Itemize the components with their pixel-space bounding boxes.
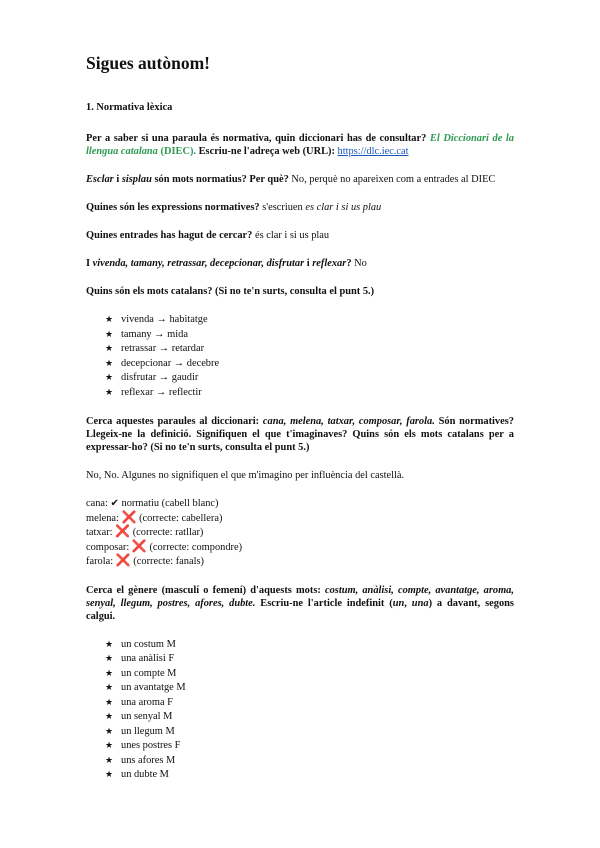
answer-text: és clar i si us plau	[254, 230, 330, 241]
list-item: ★ una aroma F	[105, 696, 514, 711]
check-row: tatxar: ❌ (correcte: ratllar)	[86, 524, 204, 538]
star-icon: ★	[105, 755, 114, 766]
question-gender: Cerca el gènere (masculí o femení) d'aquests mots: costum, anàlisi, compte, avantatge, aroma, senyal, llegum, postres, afores, dubte. Escriu-ne l'article indefinit (un, una) a davant, segons calgui.	[86, 584, 514, 622]
star-icon: ★	[105, 668, 114, 679]
question-expressions	[86, 201, 514, 214]
section-heading: 1. Normativa lèxica	[86, 102, 173, 113]
check-row: composar: ❌ (correcte: compondre)	[86, 538, 243, 553]
list-item: ★ uns afores M	[105, 754, 514, 769]
checkmark-icon: ✔	[110, 498, 119, 509]
answer-italic: es clar i si us plau	[305, 202, 382, 213]
star-icon: ★	[105, 683, 114, 693]
catalan-words-list	[86, 313, 514, 400]
cross-icon: ❌	[115, 553, 131, 567]
question-entries	[86, 229, 514, 242]
answer-text: No, perquè no apareixen com a entrades al DIEC	[291, 174, 496, 185]
list-item: ★ retrassar → retardar	[105, 342, 514, 357]
term-list: costum, anàlisi, compte, avantatge, aroma, senyal, llegum, postres, afores, dubte.	[86, 584, 514, 609]
star-icon: ★	[105, 697, 114, 708]
question-esclar: Esclar i sisplau són mots normatius? Per què? No, perquè no apareixen com a entrades al DIEC	[86, 174, 496, 185]
list-item: ★ un dubte M	[105, 768, 514, 783]
cross-icon: ❌	[121, 509, 137, 524]
answer-text: No	[354, 258, 367, 269]
list-item: ★ disfrutar → gaudir	[105, 371, 514, 386]
question-dictionary	[86, 132, 514, 158]
star-icon: ★	[105, 373, 114, 383]
term-list: vivenda, tamany, retrassar, decepcionar, disfrutar	[92, 258, 305, 269]
question-text: Cerca el gènere (masculí o femení) d'aquests mots:	[86, 584, 321, 596]
page-title: Sigues autònom!	[86, 53, 210, 73]
check-row: melena: ❌ (correcte: cabellera)	[86, 509, 223, 524]
star-icon: ★	[105, 315, 114, 325]
star-icon: ★	[105, 726, 114, 737]
document-body	[86, 53, 514, 798]
list-item: ★ un compte M	[105, 667, 514, 682]
list-item: ★ un senyal M	[105, 710, 514, 725]
question-text: Quines són les expressions normatives?	[86, 202, 260, 213]
answer-text: s'escriuen	[262, 202, 303, 213]
list-item: ★ tamany → mida	[105, 328, 514, 343]
star-icon: ★	[105, 639, 114, 650]
star-icon: ★	[105, 329, 114, 340]
term-list: cana, melena, tatxar, composar, farola.	[262, 416, 435, 427]
word-check-list	[86, 497, 514, 569]
cross-icon: ❌	[131, 538, 147, 553]
list-item: ★ un costum M	[105, 638, 514, 653]
list-item: ★ decepcionar → decebre	[105, 357, 514, 372]
dictionary-name: El Diccionari de la llengua catalana (DIEC).	[86, 133, 514, 157]
list-item: ★ reflexar → reflectir	[105, 386, 514, 401]
star-icon: ★	[105, 741, 114, 751]
question-text: Per a saber si una paraula és normativa, quin diccionari has de consultar?	[86, 133, 427, 144]
star-icon: ★	[105, 387, 114, 398]
term-sisplau: sisplau	[121, 174, 152, 185]
term-reflexar: reflexar	[312, 258, 347, 269]
list-item: ★ una anàlisi F	[105, 652, 514, 667]
list-item: ★ un llegum M	[105, 725, 514, 740]
list-item: ★ un avantatge M	[105, 681, 514, 696]
question-catalan-words: Quins són els mots catalans? (Si no te'n surts, consulta el punt 5.)	[86, 286, 375, 297]
question-text: Quines entrades has hagut de cercar?	[86, 230, 253, 241]
question-text: Són normatives? Llegeix-ne la definició. Signifiquen el que t'imaginaves? Quins són els mots catalans per a expressar-ho? (Si no te'n surts, consulta el punt 5.)	[86, 416, 514, 453]
check-row: cana: ✔ normatiu (cabell blanc)	[86, 498, 219, 509]
star-icon: ★	[105, 712, 114, 722]
question-tail: Escriu-ne l'adreça web (URL):	[198, 146, 335, 157]
list-item: ★ unes postres F	[105, 739, 514, 754]
term-esclar: Esclar	[86, 174, 114, 185]
cross-icon: ❌	[115, 524, 131, 538]
answer-paragraph: No, No. Algunes no signifiquen el que m'imagino per influència del castellà.	[86, 470, 405, 481]
list-item: ★ vivenda → habitatge	[105, 313, 514, 328]
check-row: farola: ❌ (correcte: fanals)	[86, 553, 204, 567]
question-dictionary-words	[86, 415, 514, 454]
question-text: són mots normatius? Per què?	[154, 174, 289, 185]
question-vivenda: I vivenda, tamany, retrassar, decepcionar, disfrutar i reflexar? No	[86, 258, 367, 269]
question-text: Cerca aquestes paraules al diccionari:	[86, 416, 260, 427]
diec-url-link[interactable]: https://dlc.iec.cat	[337, 146, 409, 157]
star-icon: ★	[105, 344, 114, 354]
star-icon: ★	[105, 770, 114, 780]
star-icon: ★	[105, 654, 114, 664]
gender-list	[86, 638, 514, 783]
star-icon: ★	[105, 358, 114, 369]
